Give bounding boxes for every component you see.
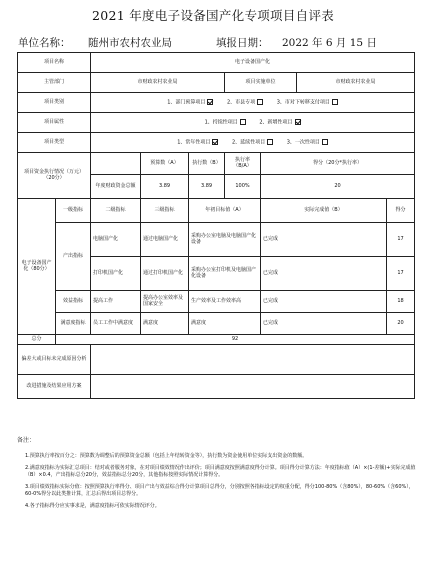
perf-col-l1: 一级指标 (56, 199, 91, 223)
perf-actual: 已完成 (261, 291, 387, 313)
perf-l3: 提高办公室效率及国家安全 (141, 291, 189, 313)
perf-l2: 员工工作中满意度 (91, 313, 141, 335)
note-item: 4.各子指标得分应实事求是，满意度指标可依实际情况评分。 (25, 503, 160, 510)
perf-actual: 已完成 (261, 257, 387, 291)
category-options (91, 93, 415, 113)
total-label: 总分 (18, 335, 56, 345)
checkbox-icon[interactable] (267, 139, 273, 145)
funds-rate: 100% (225, 175, 261, 199)
perf-l3: 通过打印机国产化 (141, 257, 189, 291)
perf-l1-satisfaction: 满意度指标 (56, 313, 91, 335)
evaluation-table (17, 52, 415, 399)
funds-blank (91, 153, 141, 175)
funds-label: 项目资金执行情况（万元）（20分） (18, 153, 91, 199)
perf-col-l2: 二级指标 (91, 199, 141, 223)
page-title: 2021 年度电子设备国产化专项项目自评表 (91, 8, 335, 23)
improve-label: 改进措施及结果应用方案 (18, 375, 91, 399)
impl-unit-value: 市财政农村农业局 (297, 73, 415, 93)
nature-option-1: 1、持续性项目 (204, 119, 238, 126)
impl-unit-label: 项目实施单位 (225, 73, 297, 93)
funds-row-label: 年度财政资金总额 (91, 175, 141, 199)
perf-score: 18 (387, 291, 415, 313)
checkbox-icon[interactable] (257, 99, 263, 105)
perf-col-l3: 三级指标 (141, 199, 189, 223)
perf-l1-output: 产出指标 (56, 223, 91, 291)
type-option-3: 3、一次性项目 (286, 139, 320, 146)
unit-name: 随州市农村农业局 (88, 37, 172, 49)
funds-col-rate: 执行率（B/A） (225, 153, 261, 175)
funds-col-budget: 预算数（A） (141, 153, 189, 175)
category-option-3: 3、市对下转移支付项目 (276, 99, 330, 106)
perf-score: 17 (387, 257, 415, 291)
perf-target: 满意度 (189, 313, 261, 335)
perf-score: 17 (387, 223, 415, 257)
funds-score: 20 (261, 175, 415, 199)
funds-col-score: 得分（20分*执行率） (261, 153, 415, 175)
unit-info (18, 35, 418, 49)
fill-date-label: 填报日期： (216, 37, 269, 49)
category-option-1: 1、部门预算项目 (167, 99, 206, 106)
note-item: 3.项目绩效指标实际分值：按照预算执行率得分、项目产出与效益综合得分计算项目总得分，分别按照各指标设定的权重分配，得分100-80%（含80%），80-60%（含60%），60-0%得分以此类推计算，汇总后得出项目总得分。 (25, 484, 414, 497)
checkbox-checked-icon[interactable] (207, 99, 213, 105)
notes-heading: 备注： (17, 437, 36, 444)
unit-label: 单位名称： (18, 37, 71, 49)
perf-l3: 通过电脑国产化 (141, 223, 189, 257)
checkbox-icon[interactable] (240, 119, 246, 125)
perf-score: 20 (387, 313, 415, 335)
category-label: 项目类别 (18, 93, 91, 113)
nature-option-2: 2、新增性项目 (259, 119, 293, 126)
funds-budget: 3.89 (141, 175, 189, 199)
dept-value: 市财政农村农业局 (91, 73, 225, 93)
perf-l2: 打印机国产化 (91, 257, 141, 291)
checkbox-checked-icon[interactable] (295, 119, 301, 125)
type-label: 项目类型 (18, 133, 91, 153)
note-item: 1.预算执行率按百分之：预算数为调整后的预算资金总额（包括上年结转资金等），执行数为资金使用单位实际支出资金的数额。 (25, 452, 308, 459)
perf-section-label: 电子设备国产化（80分） (18, 199, 56, 335)
funds-col-exec: 执行数（B） (189, 153, 225, 175)
perf-target: 生产效率及工作效率高 (189, 291, 261, 313)
checkbox-checked-icon[interactable] (212, 139, 218, 145)
note-item: 2.满意度指标为实际汇总项目：结对或者服务对象，在对项目绩效情况作出评价；项目满意度按照满意度得分计算。项目得分计算方法：年度指标值（A）×(1-差额)+实际完成值（B）×0.4，产出指标总分20分，效益指标总分20分，其他指标按照实际情况计算得分。 (25, 465, 416, 478)
type-options (91, 133, 415, 153)
perf-target: 采购办公室电脑及电脑国产化设备 (189, 223, 261, 257)
checkbox-icon[interactable] (332, 99, 338, 105)
perf-l2: 提高工作 (91, 291, 141, 313)
nature-label: 项目属性 (18, 113, 91, 133)
total-score: 92 (56, 335, 415, 345)
checkbox-icon[interactable] (322, 139, 328, 145)
perf-actual: 已完成 (261, 223, 387, 257)
nature-options (91, 113, 415, 133)
category-option-2: 2、市县专项 (226, 99, 256, 106)
type-option-2: 2、延续性项目 (231, 139, 266, 146)
project-name-label: 项目名称 (18, 53, 91, 73)
type-option-1: 1、常年性项目 (177, 139, 211, 146)
perf-col-target: 年初目标值（A） (189, 199, 261, 223)
analysis-label: 偏差大或目标未完成原因分析 (18, 345, 91, 375)
analysis-value (91, 345, 415, 375)
notes (17, 437, 417, 516)
perf-target: 采购办公室打印机及电脑国产化设备 (189, 257, 261, 291)
perf-actual: 已完成 (261, 313, 387, 335)
perf-l3: 满意度 (141, 313, 189, 335)
dept-label: 主管部门 (18, 73, 91, 93)
improve-value (91, 375, 415, 399)
perf-l2: 电脑国产化 (91, 223, 141, 257)
fill-date: 2022 年 6 月 15 日 (282, 37, 377, 49)
perf-col-score: 得分 (387, 199, 415, 223)
project-name: 电子设备国产化 (91, 53, 415, 73)
perf-l1-benefit: 效益指标 (56, 291, 91, 313)
funds-exec: 3.89 (189, 175, 225, 199)
perf-col-actual: 实际完成值（B） (261, 199, 387, 223)
